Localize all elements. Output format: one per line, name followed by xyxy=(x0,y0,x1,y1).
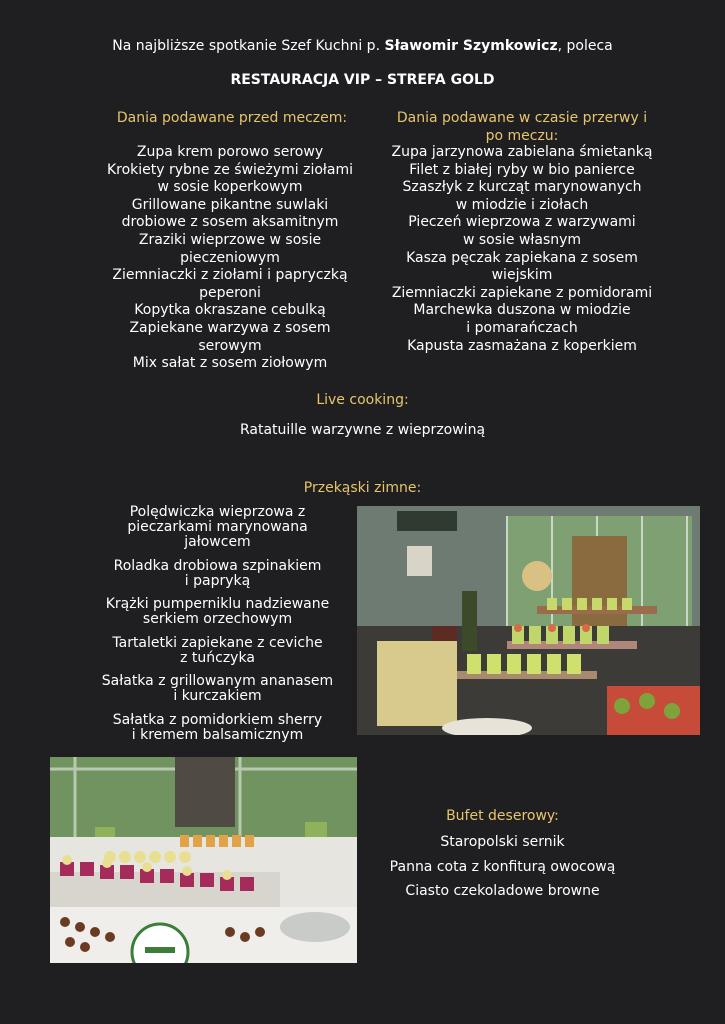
dessert-item: Ciasto czekoladowe browne xyxy=(405,883,600,899)
desserts-heading: Bufet deserowy: xyxy=(446,808,559,824)
cold-starter-line: Krążki pumperniklu nadziewane xyxy=(105,596,330,612)
desserts-list xyxy=(365,830,640,904)
cold-starter-item xyxy=(70,674,365,704)
intro-suffix: , poleca xyxy=(557,38,613,54)
cold-starter-item xyxy=(70,636,365,666)
during-break-list xyxy=(372,144,672,355)
menu-line: Krokiety rybne ze świeżymi ziołami xyxy=(106,161,354,178)
cold-starter-line: pieczarkami marynowana xyxy=(127,519,308,535)
menu-line: Filet z białej ryby w bio panierce xyxy=(409,161,635,178)
cold-starter-line: jałowcem xyxy=(184,534,251,550)
menu-line: w sosie koperkowym xyxy=(157,179,303,196)
menu-line: Zapiekane warzywa z sosem xyxy=(129,319,331,336)
menu-line: pieczeniowym xyxy=(180,249,280,266)
cold-starters-heading: Przekąski zimne: xyxy=(303,480,422,496)
buffet-salads-photo xyxy=(357,506,700,735)
menu-line: drobiowe z sosem aksamitnym xyxy=(121,214,339,231)
menu-line: Marchewka duszona w miodzie xyxy=(413,302,631,319)
cold-starter-line: i kurczakiem xyxy=(173,688,262,704)
before-match-heading: Dania podawane przed meczem: xyxy=(116,110,348,126)
menu-line: Szaszłyk z kurcząt marynowanych xyxy=(402,179,642,196)
live-cooking-item: Ratatuille warzywne z wieprzowiną xyxy=(239,422,486,438)
cold-starter-line: i kremem balsamicznym xyxy=(131,726,304,743)
menu-line: Zraziki wieprzowe w sosie xyxy=(138,231,322,248)
cold-starter-line: Tartaletki zapiekane z ceviche xyxy=(112,634,323,651)
menu-line: Ziemniaczki z ziołami i papryczką xyxy=(112,267,348,284)
menu-line: Grillowane pikantne suwlaki xyxy=(131,196,329,213)
menu-line: Kapusta zasmażana z koperkiem xyxy=(407,337,637,354)
cold-starter-line: Roladka drobiowa szpinakiem xyxy=(113,557,322,574)
dessert-item: Panna cota z konfiturą owocową xyxy=(389,858,616,875)
menu-line: Zupa jarzynowa zabielana śmietanką xyxy=(391,144,653,160)
during-break-heading-line2: po meczu: xyxy=(485,128,559,144)
menu-line: Kasza pęczak zapiekana z sosem xyxy=(406,249,638,266)
cold-starter-line: Sałatka z grillowanym ananasem xyxy=(101,673,334,689)
menu-line: i pomarańczach xyxy=(466,319,578,336)
cold-starter-line: z tuńczyka xyxy=(180,649,255,666)
chef-name: Sławomir Szymkowicz xyxy=(384,38,558,54)
cold-starters-list xyxy=(70,505,365,751)
intro-line xyxy=(0,38,725,54)
menu-line: Pieczeń wieprzowa z warzywami xyxy=(408,214,636,231)
during-break-heading-line1: Dania podawane w czasie przerwy i xyxy=(396,110,648,126)
menu-line: serowym xyxy=(198,337,262,354)
menu-line: Ziemniaczki zapiekane z pomidorami xyxy=(391,284,653,301)
intro-prefix: Na najbliższe spotkanie Szef Kuchni p. xyxy=(112,38,385,54)
menu-line: w sosie własnym xyxy=(462,231,582,248)
menu-line: Mix sałat z sosem ziołowym xyxy=(132,355,328,372)
dessert-buffet-photo xyxy=(50,757,357,963)
before-match-list xyxy=(80,144,380,373)
menu-line: Kopytka okraszane cebulką xyxy=(134,302,326,319)
cold-starter-line: Polędwiczka wieprzowa z xyxy=(129,504,306,520)
cold-starter-item xyxy=(70,505,365,550)
live-cooking-heading: Live cooking: xyxy=(316,392,409,408)
during-break-heading xyxy=(382,109,662,145)
menu-line: w miodzie i ziołach xyxy=(455,196,589,213)
cold-starter-line: Sałatka z pomidorkiem sherry xyxy=(112,711,323,728)
dessert-item: Staropolski sernik xyxy=(440,834,565,850)
cold-starter-item xyxy=(70,713,365,743)
cold-starter-item xyxy=(70,597,365,627)
cold-starter-line: i papryką xyxy=(184,572,251,589)
menu-line: wiejskim xyxy=(491,267,553,284)
menu-line: Zupa krem porowo serowy xyxy=(136,144,324,160)
page-title: RESTAURACJA VIP – STREFA GOLD xyxy=(230,72,495,88)
menu-line: peperoni xyxy=(199,284,261,301)
cold-starter-item xyxy=(70,559,365,589)
cold-starter-line: serkiem orzechowym xyxy=(142,611,293,627)
